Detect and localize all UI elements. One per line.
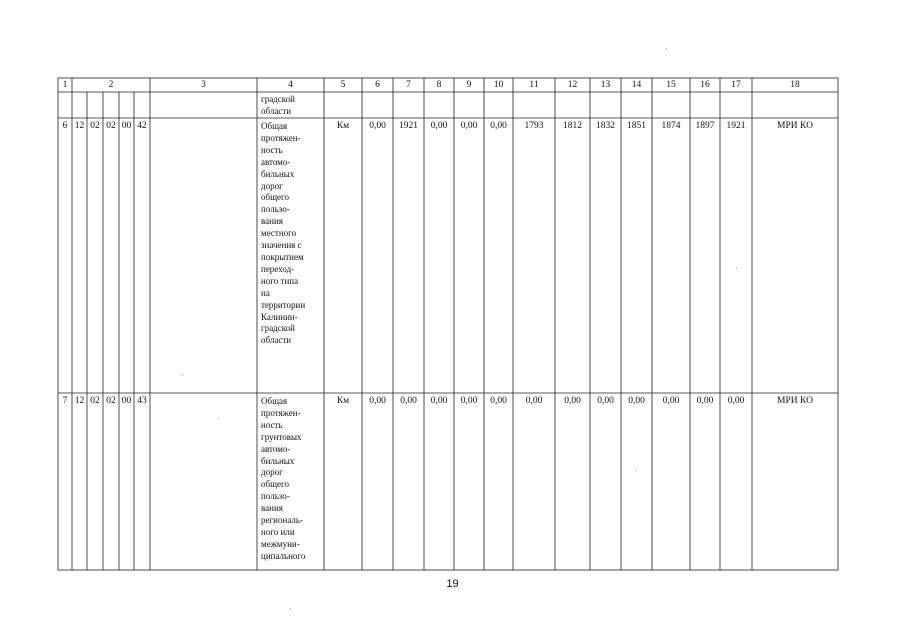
header-col-15: 15	[666, 80, 676, 90]
value-cell: 1874	[661, 121, 681, 131]
unit-cell: Км	[336, 396, 350, 406]
value-cell: 0,00	[490, 396, 507, 406]
header-col-4: 4	[288, 80, 293, 90]
value-cell: 0,00	[525, 396, 543, 406]
header-col-10: 10	[493, 80, 504, 90]
value-cell: 1921	[726, 121, 746, 131]
code-cell: 12	[74, 396, 85, 406]
value-cell: 1851	[627, 121, 646, 131]
value-cell: 0,00	[628, 396, 645, 406]
code-cell: 43	[137, 396, 147, 406]
indicator-description: Общая протяжен- ность грунтовых автомо- бильных дорог общего пользо- вания региональ- ного или межмуни- ципального	[261, 396, 306, 561]
scan-speck	[736, 268, 737, 269]
row-number: 7	[62, 396, 68, 406]
header-col-9: 9	[466, 80, 472, 90]
scan-speck	[218, 418, 219, 419]
header-col-11: 11	[529, 80, 539, 90]
code-cell: 02	[106, 396, 116, 406]
value-cell: 0,00	[490, 121, 507, 131]
header-col-12: 12	[567, 80, 578, 90]
header-col-3: 3	[201, 80, 206, 90]
value-cell: 0,00	[696, 396, 714, 406]
value-cell: 1793	[524, 121, 544, 131]
value-cell: 0,00	[430, 396, 448, 406]
header-col-1: 1	[62, 80, 68, 90]
value-cell: 1921	[399, 121, 418, 131]
header-col-17: 17	[731, 80, 741, 90]
code-cell: 02	[106, 121, 116, 131]
value-cell: 0,00	[597, 396, 614, 406]
value-cell: 1832	[596, 121, 615, 131]
source-cell: МРИ КО	[777, 121, 813, 131]
code-cell: 00	[121, 121, 132, 131]
code-cell: 42	[137, 121, 147, 131]
header-col-6: 6	[375, 80, 380, 90]
unit-cell: Км	[336, 121, 350, 131]
code-cell: 02	[90, 121, 100, 131]
header-col-14: 14	[631, 80, 642, 90]
scan-speck	[666, 48, 667, 49]
value-cell: 0,00	[369, 396, 386, 406]
scan-speck	[636, 470, 637, 471]
value-cell: 0,00	[430, 121, 448, 131]
scan-speck	[182, 375, 183, 376]
value-cell: 0,00	[727, 396, 745, 406]
value-cell: 0,00	[460, 396, 478, 406]
value-cell: 0,00	[662, 396, 680, 406]
value-cell: 1897	[695, 121, 715, 131]
page-number: 19	[446, 578, 459, 590]
header-col-5: 5	[340, 80, 346, 90]
header-col-18: 18	[790, 80, 800, 90]
value-cell: 0,00	[400, 396, 417, 406]
value-cell: 0,00	[460, 121, 478, 131]
value-cell: 0,00	[369, 121, 386, 131]
source-cell: МРИ КО	[777, 396, 813, 406]
code-cell: 00	[121, 396, 132, 406]
header-col-7: 7	[406, 80, 411, 90]
header-col-2: 2	[108, 80, 114, 90]
row-number: 6	[62, 121, 68, 131]
indicator-description: Общая протяжен- ность автомо- бильных дорог общего пользо- вания местного значения с покрытием переход- ного типа на территории Калинин- градской области	[261, 121, 306, 346]
value-cell: 0,00	[564, 396, 581, 406]
header-col-8: 8	[436, 80, 442, 90]
header-col-16: 16	[700, 80, 710, 90]
value-cell: 1812	[563, 121, 582, 131]
scan-speck	[290, 608, 291, 609]
code-cell: 02	[90, 396, 100, 406]
code-cell: 12	[74, 121, 85, 131]
continuation-description: градской области	[261, 94, 295, 116]
header-col-13: 13	[600, 80, 611, 90]
